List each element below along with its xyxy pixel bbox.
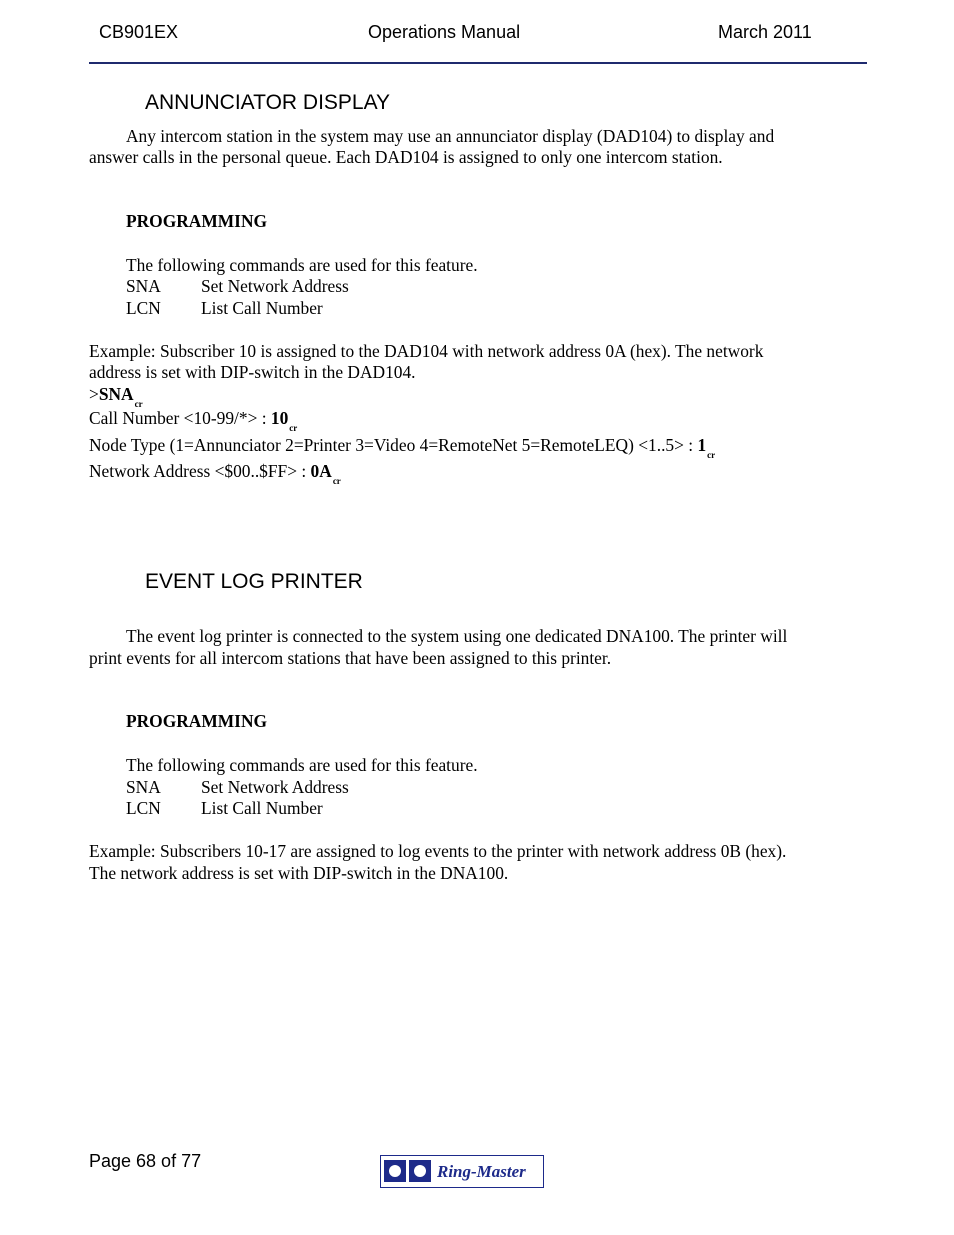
carriage-return-marker: cr (289, 423, 298, 433)
ring-master-logo (380, 1155, 544, 1188)
header-doc-title: Operations Manual (368, 22, 521, 42)
section1-example-line1: Example: Subscriber 10 is assigned to the DAD104 with network address 0A (hex). The network (89, 341, 764, 361)
carriage-return-marker: cr (707, 450, 716, 460)
node-type-value: 1 (697, 435, 707, 455)
section-title-annunciator: ANNUNCIATOR DISPLAY (145, 91, 391, 114)
section-title-event-log-printer: EVENT LOG PRINTER (145, 570, 363, 593)
section2-example-line1: Example: Subscribers 10-17 are assigned to log events to the printer with network address 0B (hex). (89, 841, 787, 861)
page-number: Page 68 of 77 (89, 1151, 202, 1171)
section2-command-desc: List Call Number (201, 798, 323, 818)
network-address-value: 0A (310, 461, 332, 481)
prompt-prefix: > (89, 384, 99, 404)
section1-paragraph-line1: Any intercom station in the system may use an annunciator display (DAD104) to display and (126, 126, 775, 146)
section1-command-desc: Set Network Address (201, 276, 349, 296)
section2-command-desc: Set Network Address (201, 777, 349, 797)
section1-command-desc: List Call Number (201, 298, 323, 318)
section1-commands-intro: The following commands are used for this feature. (126, 255, 478, 275)
logo-text: Ring-Master (437, 1162, 526, 1181)
node-type-label: Node Type (1=Annunciator 2=Printer 3=Video 4=RemoteNet 5=RemoteLEQ) <1..5> : (89, 435, 698, 455)
section2-programming-heading: PROGRAMMING (126, 711, 268, 731)
section1-example-line2: address is set with DIP-switch in the DAD104. (89, 362, 416, 382)
header-date: March 2011 (718, 22, 812, 42)
call-number-value: 10 (270, 408, 289, 428)
carriage-return-marker: cr (332, 476, 341, 486)
section2-command-code: SNA (126, 777, 161, 797)
section1-network-address-line (89, 461, 341, 492)
section2-paragraph-line1: The event log printer is connected to the system using one dedicated DNA100. The printer will (126, 626, 788, 646)
section1-command-code: SNA (126, 276, 161, 296)
section1-programming-heading: PROGRAMMING (126, 211, 268, 231)
ring-right-icon (409, 1160, 431, 1182)
section2-example-line2: The network address is set with DIP-switch in the DNA100. (89, 863, 509, 883)
header-doc-id: CB901EX (99, 22, 179, 42)
network-address-label: Network Address <$00..$FF> : (89, 461, 311, 481)
section2-commands-intro: The following commands are used for this feature. (126, 755, 478, 775)
carriage-return-marker: cr (134, 399, 143, 409)
section2-paragraph-line2: print events for all intercom stations that have been assigned to this printer. (89, 648, 612, 668)
prompt-command: SNA (98, 384, 134, 404)
section2-command-code: LCN (126, 798, 161, 818)
call-number-label: Call Number <10-99/*> : (89, 408, 271, 428)
section1-paragraph-line2: answer calls in the personal queue. Each DAD104 is assigned to only one intercom station. (89, 147, 723, 167)
ring-left-icon (384, 1160, 406, 1182)
section1-command-code: LCN (126, 298, 161, 318)
header-rule (89, 62, 867, 64)
